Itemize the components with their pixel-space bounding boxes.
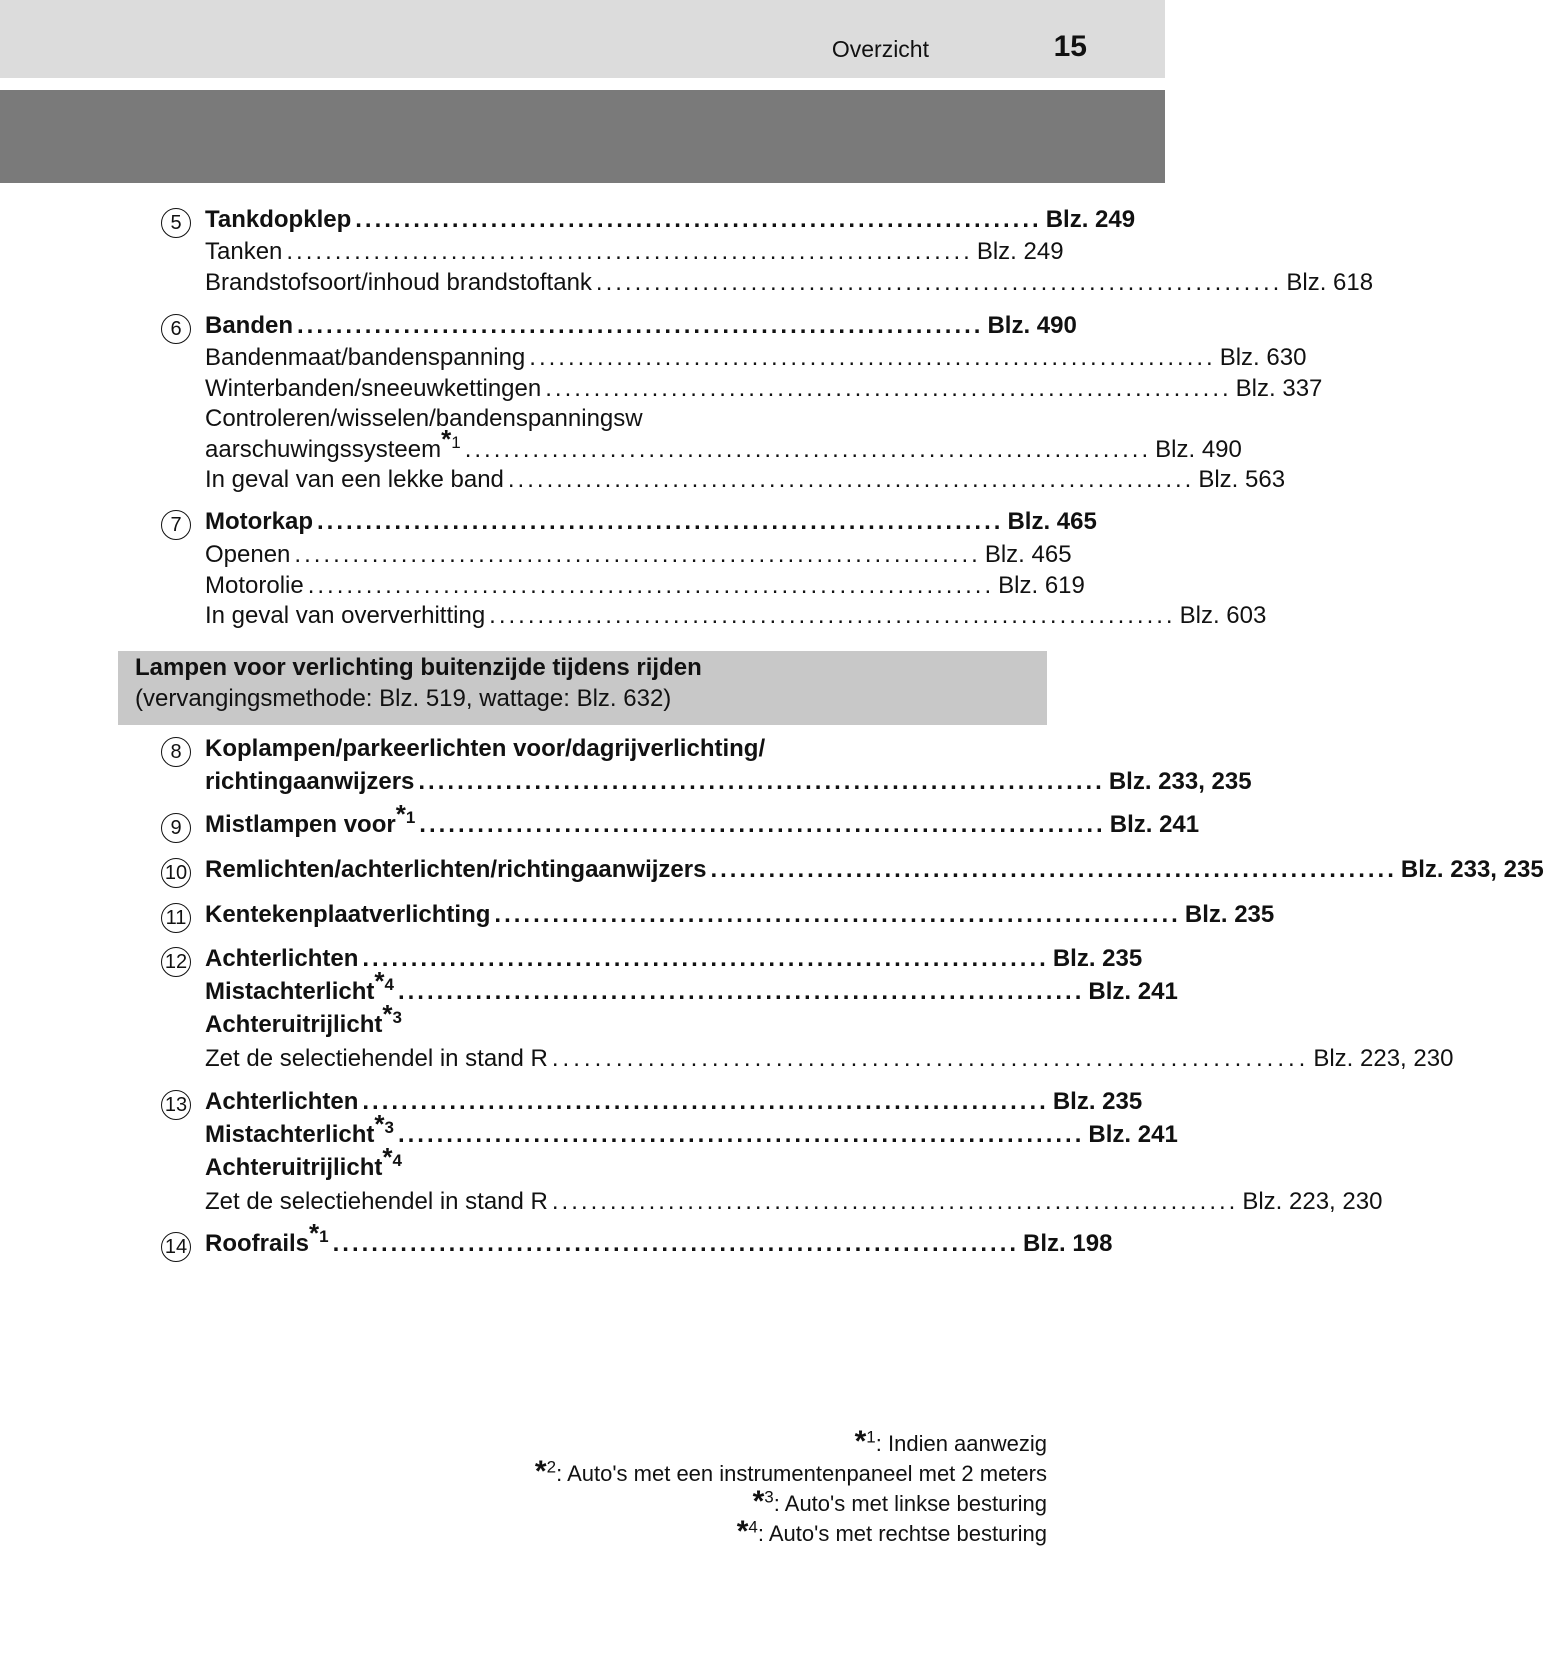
entry-page: Blz. 198 [1023,1230,1113,1257]
lamp-section-subtitle: (vervangingsmethode: Blz. 519, wattage: Blz. 632) [135,685,672,712]
dot-leader: ....................................................................... [317,508,1004,535]
index-entry [205,799,1200,841]
footnote-ref: 4 [384,975,394,994]
entry-label: Mistachterlicht*$^3$ [205,1109,394,1148]
entry-page: Blz. 618 [1286,269,1374,296]
dot-leader: ....................................................................... [529,344,1216,371]
entry-label: Roofrails*$^1$ [205,1218,329,1257]
entry-page: Blz. 465 [984,541,1072,568]
index-entry [205,508,1097,538]
index-entry [205,375,1323,405]
entry-label: Kentekenplaatverlichting [205,901,491,928]
section-bar [0,90,1165,183]
dot-leader: ....................................................................... [494,901,1181,928]
entry-label: In geval van een lekke band [205,466,504,493]
entry-label: Achteruitrijlicht*$^4$ [205,1142,402,1181]
footnote-ref: 3 [392,1008,402,1027]
callout-number: 12 [161,947,191,977]
dot-leader: ....................................................................... [294,541,981,568]
index-entry [205,1188,1383,1218]
index-entry [205,405,1000,435]
entry-page: Blz. 233, 235 [1108,768,1252,795]
index-entry [205,1218,1113,1260]
lamp-section-title: Lampen voor verlichting buitenzijde tijdens rijden [135,654,702,681]
entry-label: Motorolie [205,572,304,599]
entry-label: Brandstofsoort/inhoud brandstoftank [205,269,592,296]
index-entry [205,1142,1000,1184]
footnote-ref: 1 [319,1227,329,1246]
dot-leader: ....................................................................... [464,436,1152,463]
footnote-ref: 3 [384,1118,394,1137]
callout-number: 6 [161,314,191,344]
entry-label: In geval van oververhitting [205,602,486,629]
dot-leader: ....................................................................... [362,1088,1049,1115]
dot-leader: ....................................................................... [710,856,1397,883]
dot-leader: ....................................................................... [551,1188,1239,1215]
index-entry [205,1045,1454,1075]
dot-leader: ....................................................................... [507,466,1195,493]
entry-label: Mistachterlicht*$^4$ [205,966,394,1005]
index-entry [205,344,1307,374]
callout-number: 7 [161,510,191,540]
entry-page: Blz. 603 [1179,602,1267,629]
entry-label: aarschuwingssysteem*$^1$ [205,424,461,463]
index-entry [205,466,1286,496]
index-entry [205,541,1072,571]
entry-page: Blz. 249 [1045,206,1136,233]
callout-number: 9 [161,813,191,843]
index-entry [205,901,1275,931]
dot-leader: ....................................................................... [551,1045,1310,1072]
entry-page: Blz. 235 [1184,901,1275,928]
callout-number: 14 [161,1232,191,1262]
index-entry [205,735,1000,765]
entry-page: Blz. 249 [976,238,1064,265]
dot-leader: ....................................................................... [355,206,1042,233]
footnote: *$^4$: Auto's met rechtse besturing [736,1515,1047,1548]
dot-leader: ....................................................................... [595,269,1283,296]
dot-leader: ....................................................................... [489,602,1176,629]
index-entry [205,424,1242,466]
entry-page: Blz. 563 [1198,466,1286,493]
index-entry [205,945,1143,975]
entry-page: Blz. 223, 230 [1313,1045,1454,1072]
callout-number: 5 [161,208,191,238]
footnote: *$^1$: Indien aanwezig [854,1425,1047,1458]
callout-number: 8 [161,737,191,767]
footnote-ref: 1 [451,433,461,452]
dot-leader: ....................................................................... [297,312,984,339]
entry-label: richtingaanwijzers [205,768,415,795]
index-entry [205,768,1252,798]
dot-leader: ....................................................................... [286,238,973,265]
dot-leader: ....................................................................... [545,375,1232,402]
entry-label: Remlichten/achterlichten/richtingaanwijzers [205,856,707,883]
index-entry [205,1088,1143,1118]
index-entry [205,966,1178,1008]
index-entry [205,856,1544,886]
entry-label: Achterlichten [205,1088,359,1115]
index-entry [205,238,1064,268]
dot-leader: ....................................................................... [362,945,1049,972]
entry-label: Mistlampen voor*$^1$ [205,799,416,838]
index-entry [205,572,1085,602]
entry-page: Blz. 235 [1052,945,1143,972]
entry-label: Openen [205,541,291,568]
page-header [0,0,1165,78]
entry-page: Blz. 465 [1007,508,1097,535]
entry-page: Blz. 235 [1052,1088,1143,1115]
index-entry [205,206,1136,236]
entry-label: Tankdopklep [205,206,352,233]
entry-label: Zet de selectiehendel in stand R [205,1045,548,1072]
dot-leader: ....................................................................... [332,1230,1020,1257]
entry-label: Banden [205,312,294,339]
entry-page: Blz. 490 [987,312,1077,339]
entry-label: Koplampen/parkeerlichten voor/dagrijverlichting/ [205,735,766,762]
index-entry [205,999,1000,1041]
header-title: Overzicht [831,36,929,62]
entry-label: Controleren/wisselen/bandenspanningsw [205,405,643,432]
index-entry [205,1109,1178,1151]
entry-label: Achterlichten [205,945,359,972]
entry-page: Blz. 241 [1088,1121,1178,1148]
dot-leader: ....................................................................... [418,768,1105,795]
entry-label: Motorkap [205,508,313,535]
dot-leader: ....................................................................... [397,1121,1085,1148]
entry-label: Bandenmaat/bandenspanning [205,344,526,371]
index-entry [205,602,1267,632]
entry-label: Winterbanden/sneeuwkettingen [205,375,542,402]
entry-page: Blz. 241 [1109,811,1200,838]
callout-number: 13 [161,1090,191,1120]
entry-page: Blz. 337 [1235,375,1323,402]
index-entry [205,269,1374,299]
footnote: *$^2$: Auto's met een instrumentenpaneel met 2 meters [534,1455,1047,1488]
dot-leader: ....................................................................... [307,572,995,599]
footnote-ref: 1 [405,808,416,827]
entry-label: Zet de selectiehendel in stand R [205,1188,548,1215]
entry-page: Blz. 630 [1219,344,1307,371]
page-number: 15 [1053,30,1087,63]
footnote-ref: 4 [392,1151,402,1170]
entry-page: Blz. 233, 235 [1400,856,1544,883]
entry-page: Blz. 223, 230 [1242,1188,1383,1215]
entry-page: Blz. 241 [1088,978,1178,1005]
entry-label: Tanken [205,238,283,265]
entry-page: Blz. 619 [998,572,1085,599]
index-entry [205,312,1077,342]
dot-leader: ....................................................................... [397,978,1085,1005]
entry-label: Achteruitrijlicht*$^3$ [205,999,402,1038]
callout-number: 10 [161,858,191,888]
entry-page: Blz. 490 [1155,436,1242,463]
footnote: *$^3$: Auto's met linkse besturing [752,1485,1047,1518]
dot-leader: ....................................................................... [419,811,1106,838]
callout-number: 11 [161,903,191,933]
